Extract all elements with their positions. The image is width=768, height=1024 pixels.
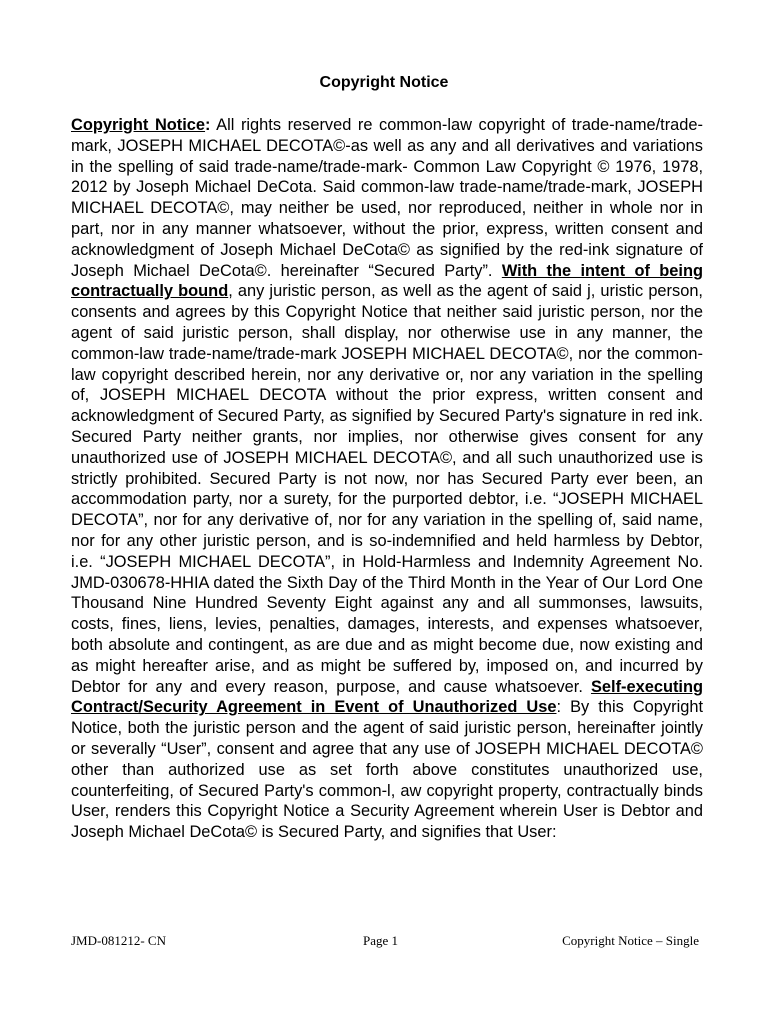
notice-paragraph xyxy=(71,115,703,843)
paragraph-segment-1: All rights reserved re common-law copyright of trade-name/trade-mark, JOSEPH MICHAEL DECOTA©-as well as any and all derivatives and variations in the spelling of said trade-name/trade-mark- Common Law Copyright © 1976, 1978, 2012 by Joseph Michael DeCota. Said common-law trade-name/trade-mark, JOSEPH MICHAEL DECOTA©, may neither be used, nor reproduced, neither in whole nor in part, nor in any manner whatsoever, without the prior, express, written consent and acknowledgment of Joseph Michael DeCota© as signified by the red-ink signature of Joseph Michael DeCota©. hereinafter “Secured Party”. xyxy=(71,116,703,280)
footer-page-number: Page 1 xyxy=(363,933,399,948)
self-executing-heading: Self-executing Contract/Security Agreement in Event of Unauthorized Use xyxy=(71,677,703,717)
lead-heading: Copyright Notice xyxy=(71,116,206,134)
paragraph-segment-2: , any juristic person, as well as the agent of said j, uristic person, consents and agrees by this Copyright Notice that neither said juristic person, nor the agent of said juristic person, shall display, nor otherwise use in any manner, the common-law trade-name/trade-mark JOSEPH MICHAEL DECOTA©, nor the common-law copyright described herein, nor any derivative or, nor any variation in the spelling of, JOSEPH MICHAEL DECOTA without the prior express, written consent and acknowledgment of Secured Party, as signified by Secured Party's signature in red ink. Secured Party neither grants, nor implies, nor otherwise gives consent for any unauthorized use of JOSEPH MICHAEL DECOTA©, and all such unauthorized use is strictly prohibited. Secured Party is not now, nor has Secured Party ever been, an accommodation party, nor a surety, for the purported debtor, i.e. “JOSEPH MICHAEL DECOTA”, nor for any derivative of, nor for any variation in the spelling of, said name, nor for any other juristic person, and is so-indemnified and held harmless by Debtor, i.e. “JOSEPH MICHAEL DECOTA”, in Hold-Harmless and Indemnity Agreement No. JMD-030678-HHIA dated the Sixth Day of the Third Month in the Year of Our Lord One Thousand Nine Hundred Seventy Eight against any and all summonses, lawsuits, costs, fines, liens, levies, penalties, damages, interests, and expenses whatsoever, both absolute and contingent, as are due and as might become due, now existing and as might hereafter arise, and as might be suffered by, imposed on, and incurred by Debtor for any and every reason, purpose, and cause whatsoever. xyxy=(71,282,703,696)
paragraph-segment-3: : By this Copyright Notice, both the juristic person and the agent of said juristic person, hereinafter jointly or severally “User”, consent and agree that any use of JOSEPH MICHAEL DECOTA© other than authorized use as set forth above constitutes unauthorized use, counterfeiting, of Secured Party's common-l, aw copyright property, contractually binds User, renders this Copyright Notice a Security Agreement wherein User is Debtor and Joseph Michael DeCota© is Secured Party, and signifies that User: xyxy=(71,698,703,842)
footer-doc-name: Copyright Notice – Single xyxy=(562,933,699,948)
document-title: Copyright Notice xyxy=(319,74,449,91)
intent-heading: With the intent of being contractually bound xyxy=(71,261,703,301)
footer-doc-id: JMD-081212- CN xyxy=(71,933,166,948)
lead-colon: : xyxy=(205,116,211,134)
